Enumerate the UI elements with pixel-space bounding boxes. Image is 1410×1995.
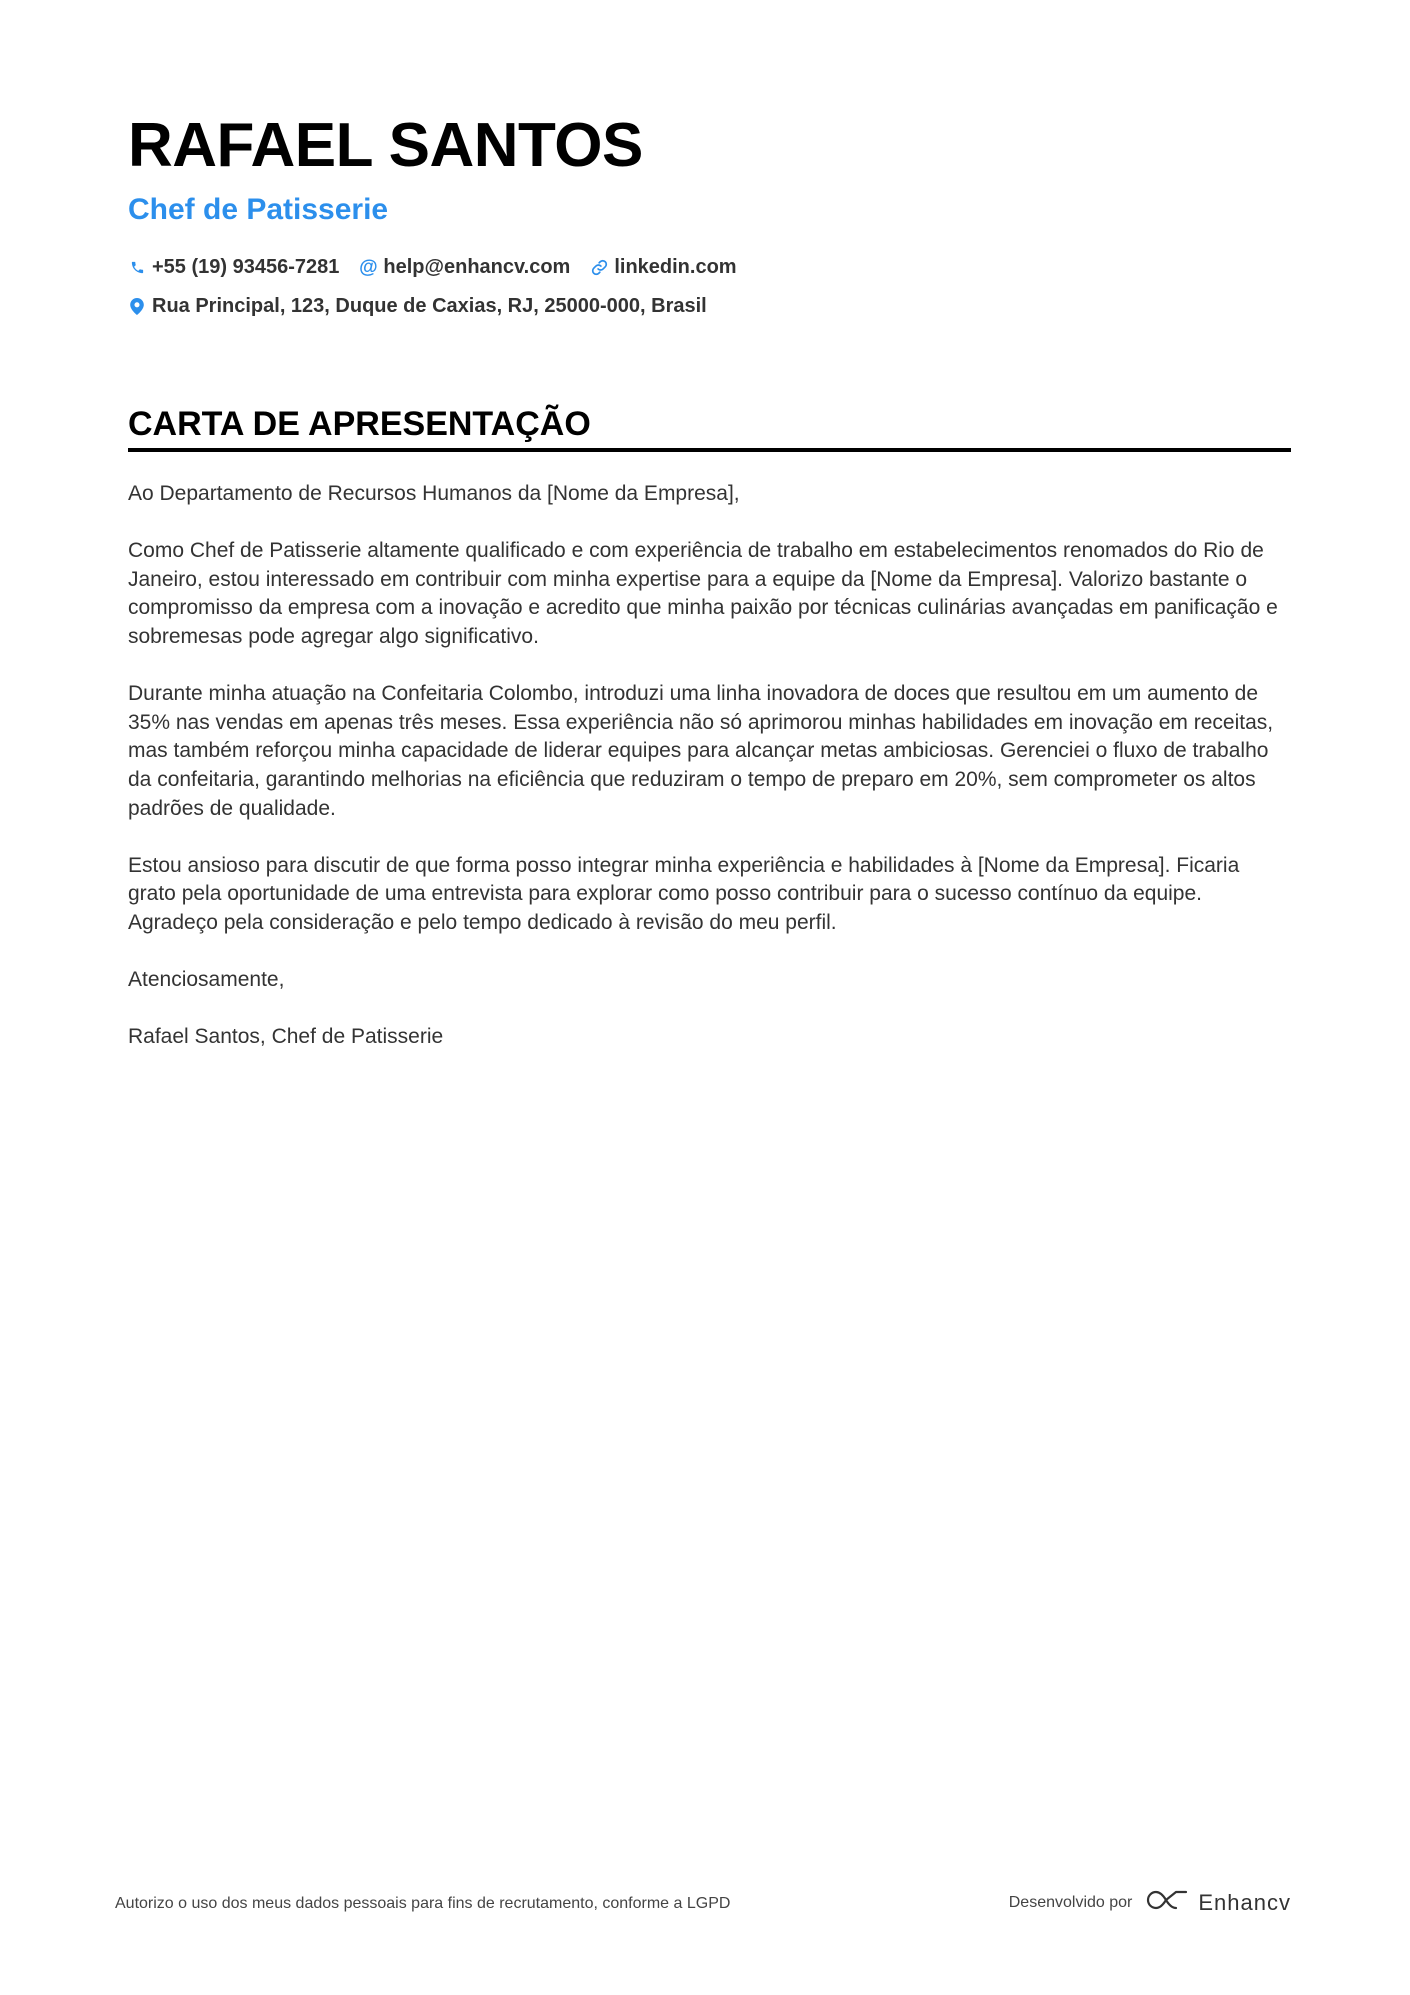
phone-contact[interactable] (128, 256, 339, 279)
letter-signature: Rafael Santos, Chef de Patisserie (128, 1025, 444, 1049)
link-contact[interactable] (590, 256, 736, 279)
link-icon (590, 258, 608, 276)
contact-row-address (128, 290, 1291, 322)
letter-paragraph: Como Chef de Patisserie altamente qualificado e com experiência de trabalho em estabelecimentos renomados do Rio de Janeiro, estou interessado em contribuir com minha expertise para a equipe da [Nome da Empresa]. Valorizo bastante o compromisso da empresa com a inovação e acredito que minha paixão por técnicas culinárias avançadas em panificação e sobremesas pode agregar algo significativo. (128, 539, 1278, 648)
powered-by-label: Desenvolvido por (1008, 1893, 1133, 1911)
address-text: Rua Principal, 123, Duque de Caxias, RJ, 25000-000, Brasil (152, 294, 707, 317)
enhancv-logo[interactable] (1144, 1888, 1291, 1917)
email-contact[interactable] (359, 256, 570, 279)
enhancv-brand: Enhancv (1198, 1889, 1291, 1915)
cover-letter-page (128, 110, 1291, 1080)
letter-paragraph: Durante minha atuação na Confeitaria Colombo, introduzi uma linha inovadora de doces que resultou em um aumento de 35% nas vendas em apenas três meses. Essa experiência não só aprimorou minhas habilidades em inovação em receitas, mas também reforçou minha capacidade de liderar equipes para alcançar metas ambiciosas. Gerenciei o fluxo de trabalho da confeitaria, garantindo melhorias na eficiência que reduziram o tempo de preparo em 20%, sem comprometer os altos padrões de qualidade. (128, 682, 1274, 820)
contact-row-primary (128, 251, 1291, 283)
letter-paragraph: Estou ansioso para discutir de que forma posso integrar minha experiência e habilidades à [Nome da Empresa]. Ficaria grato pela oportunidade de uma entrevista para explorar como posso contribuir para o sucesso contínuo da equipe. Agradeço pela consideração e pelo tempo dedicado à revisão do meu perfil. (128, 853, 1240, 934)
email-text: help@enhancv.com (383, 255, 571, 278)
letter-body (128, 480, 1291, 1052)
enhancv-mark-icon (1144, 1888, 1190, 1917)
at-icon: @ (359, 256, 378, 278)
candidate-name: RAFAEL SANTOS (128, 111, 643, 180)
candidate-role: Chef de Patisserie (128, 193, 389, 226)
powered-by (1009, 1888, 1291, 1917)
link-text: linkedin.com (614, 255, 737, 278)
phone-icon (128, 258, 146, 276)
letter-greeting: Ao Departamento de Recursos Humanos da [Nome da Empresa], (128, 482, 740, 505)
section-title: CARTA DE APRESENTAÇÃO (128, 404, 1291, 452)
letter-closing: Atenciosamente, (128, 968, 285, 992)
address-contact (128, 295, 707, 318)
phone-text: +55 (19) 93456-7281 (152, 255, 340, 278)
consent-note: Autorizo o uso dos meus dados pessoais para fins de recrutamento, conforme a LGPD (115, 1895, 731, 1912)
contact-info (128, 251, 1291, 322)
location-pin-icon (128, 297, 146, 315)
